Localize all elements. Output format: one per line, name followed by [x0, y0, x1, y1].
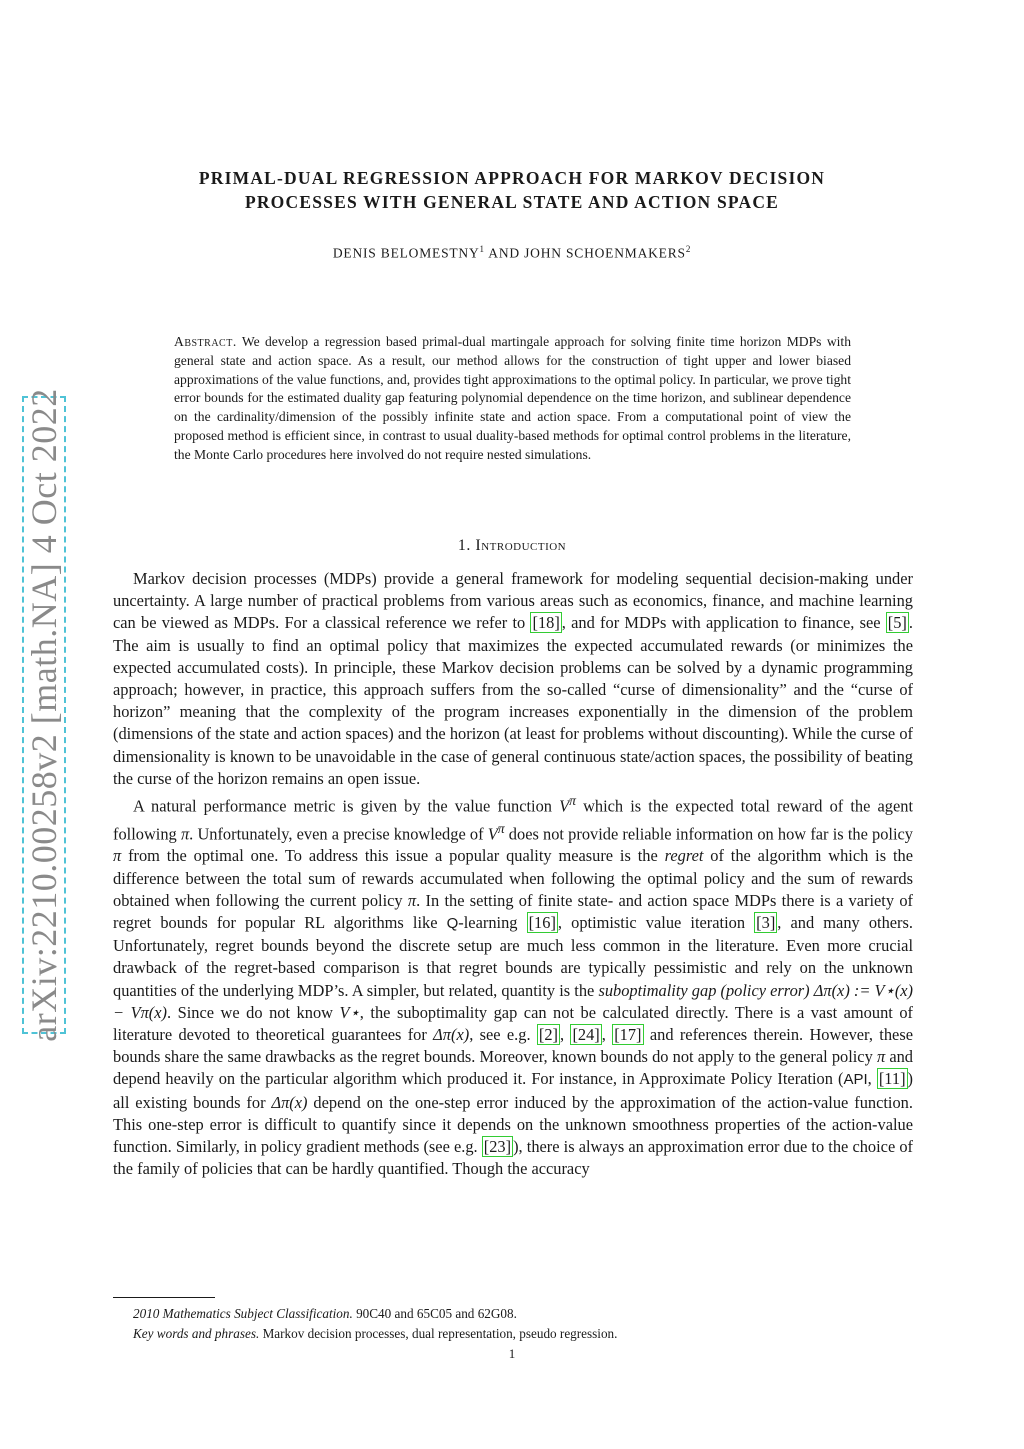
author-line [110, 244, 914, 262]
text-run: of the algorithm which is the difference between the total sum of rewards accumulated when following the optimal policy and the sum of rewards obtained when following the current policy [113, 846, 913, 910]
citation-link[interactable]: [24] [572, 1025, 600, 1044]
citation-link[interactable]: [16] [528, 912, 556, 932]
text-run: , optimistic value iteration [557, 912, 755, 932]
citation-link[interactable]: [11] [878, 1069, 906, 1089]
footnote-msc [113, 1304, 913, 1324]
term-regret: regret [664, 846, 704, 866]
author-2: AND JOHN SCHOENMAKERS [484, 245, 686, 261]
author-1: DENIS BELOMESTNY [332, 245, 480, 261]
text-run: . In the setting of finite state- and action space MDPs there is a variety of regret bounds for popular RL algorithms like [113, 890, 914, 932]
math-delta: Δπ(x) [433, 1025, 470, 1044]
text-run: -learning [458, 912, 527, 932]
text-run: . The aim is usually to find an optimal policy that maximizes the expected accumulated rewards (or minimizes the expected accumulated costs). In principle, these Markov decision problems can be solved by a dynamic programming approach; however, in practice, this approach suffers from the so-called “curse of dimensionality” and the “curse of horizon” meaning that the complexity of the program increases exponentially in the dimension of the problem (dimensions of the state and action spaces) and the horizon (at least for problems without discounting). While the curse of dimensionality is known to be unavoidable in the case of general continuous state/action spaces, the possibility of beating the curse of the horizon remains an open issue. [113, 613, 914, 788]
text-run: Markov decision processes (MDPs) provide a general framework for modeling sequential decision-making under uncertainty. A large number of practical problems from various areas such as economics, finance, and machine learning can be viewed as MDPs. For a classical reference we refer to [113, 569, 913, 633]
text-run: from the optimal one. To address this issue a popular quality measure is the [121, 846, 665, 866]
text-run: , the suboptimality gap can not be calculated directly. There is a vast amount of literature devoted to theoretical guarantees for [113, 1002, 913, 1044]
section-title: Introduction [475, 537, 567, 554]
abstract [174, 333, 851, 465]
paragraph-2 [113, 790, 913, 1180]
title-line-1: PRIMAL-DUAL REGRESSION APPROACH FOR MARKOV DECISION [198, 168, 826, 188]
citation-link[interactable]: [5] [887, 613, 907, 633]
body-text [113, 568, 913, 1180]
citation-link[interactable]: [2] [538, 1025, 559, 1044]
term-suboptimality-gap: suboptimality gap (policy error) [598, 980, 810, 1000]
footnote-divider [113, 1297, 215, 1298]
math-pi: π [113, 846, 122, 866]
page-number: 1 [508, 1346, 516, 1361]
math-v: V [487, 824, 498, 844]
section-heading [110, 537, 914, 555]
math-delta: Δπ(x) [271, 1092, 308, 1112]
abstract-text: We develop a regression based primal-dual martingale approach for solving finite time horizon MDPs with general state and action space. As a result, our method allows for the construction of tight upper and lower biased approximations of the value functions, and, provides tight approximations to the optimal policy. In particular, we prove tight error bounds for the estimated duality gap featuring polynomial dependence on the time horizon, and sublinear dependence on the cardinality/dimension of the possibly infinite state and action space. From a computational point of view the proposed method is efficient since, in contrast to usual duality-based methods for optimal control problems in the literature, the Monte Carlo procedures here involved do not require nested simulations. [174, 334, 851, 462]
abstract-label: Abstract. [174, 334, 237, 349]
math-pi: π [180, 824, 190, 844]
math-gap-definition: Δπ(x) := V⋆(x) − Vπ(x) [113, 980, 914, 1022]
footnotes [113, 1304, 913, 1344]
math-pi-sup: π [569, 793, 576, 809]
author-1-affil: 1 [479, 244, 485, 254]
text-run: and references therein. However, these bounds share the same drawbacks as the regret bounds. Moreover, known bounds do not apply to the general policy [113, 1025, 913, 1067]
citation-link[interactable]: [3] [756, 912, 776, 932]
title-line-2: PROCESSES WITH GENERAL STATE AND ACTION SPACE [244, 192, 780, 212]
text-run: , see e.g. [469, 1025, 537, 1044]
api-acronym: API [843, 1071, 868, 1089]
citation-link[interactable]: [18] [532, 613, 560, 633]
q-learning-q: Q [446, 914, 459, 932]
math-pi: π [407, 890, 417, 910]
text-run: , and many others. Unfortunately, regret bounds beyond the discrete setup are much less common in the literature. Even more crucial drawback of the regret-based comparison is that regret bounds are typically pessimistic and rely on the unknown quantities of the underlying MDP’s. A simpler, but related, quantity is the [113, 912, 913, 1000]
footnote-keywords [113, 1324, 913, 1344]
citation-link[interactable]: [17] [614, 1025, 642, 1044]
text-run: , [560, 1025, 571, 1044]
text-run: . Since we do not know [167, 1002, 340, 1022]
math-v: V [559, 796, 570, 816]
text-run: A natural performance metric is given by the value function [133, 796, 560, 816]
msc-value: 90C40 and 65C05 and 62G08. [352, 1306, 517, 1321]
arxiv-stamp [22, 388, 66, 1042]
text-run: ) all existing bounds for [113, 1069, 913, 1112]
math-pi-sup: π [497, 820, 505, 836]
keywords-value: Markov decision processes, dual representation, pseudo regression. [259, 1326, 618, 1341]
text-run: ), there is always an approximation error due to the choice of the family of policies that can be hardly quantified. Though the accuracy [113, 1137, 913, 1179]
paper-title [110, 166, 914, 214]
text-run: , and for MDPs with application to finance, see [561, 613, 886, 633]
text-run: depend on the one-step error induced by the approximation of the action-value function. This one-step error is difficult to quantify since it depends on the unknown smoothness properties of the action-value function. Similarly, in policy gradient methods (see e.g. [113, 1092, 913, 1157]
text-run: does not provide reliable information on how far is the policy [504, 824, 914, 844]
keywords-label: Key words and phrases. [133, 1326, 260, 1341]
text-run: , [867, 1069, 877, 1089]
author-2-affil: 2 [685, 244, 692, 254]
arxiv-identifier: arXiv:2210.00258v2 [math.NA] 4 Oct 2022 [24, 388, 64, 1042]
text-run: which is the expected total reward of the agent following [113, 796, 913, 844]
math-pi: π [876, 1047, 886, 1067]
section-number: 1. [457, 537, 471, 554]
citation-link[interactable]: [23] [483, 1137, 512, 1157]
text-run: and depend heavily on the particular algorithm which produced it. For instance, in Approximate Policy Iteration ( [113, 1047, 914, 1089]
text-run: . Unfortunately, even a precise knowledge of [189, 824, 488, 844]
text-run: , [601, 1025, 613, 1044]
paragraph-1 [113, 568, 913, 790]
math-vstar: V⋆ [339, 1002, 360, 1022]
msc-label: 2010 Mathematics Subject Classification. [133, 1306, 353, 1321]
